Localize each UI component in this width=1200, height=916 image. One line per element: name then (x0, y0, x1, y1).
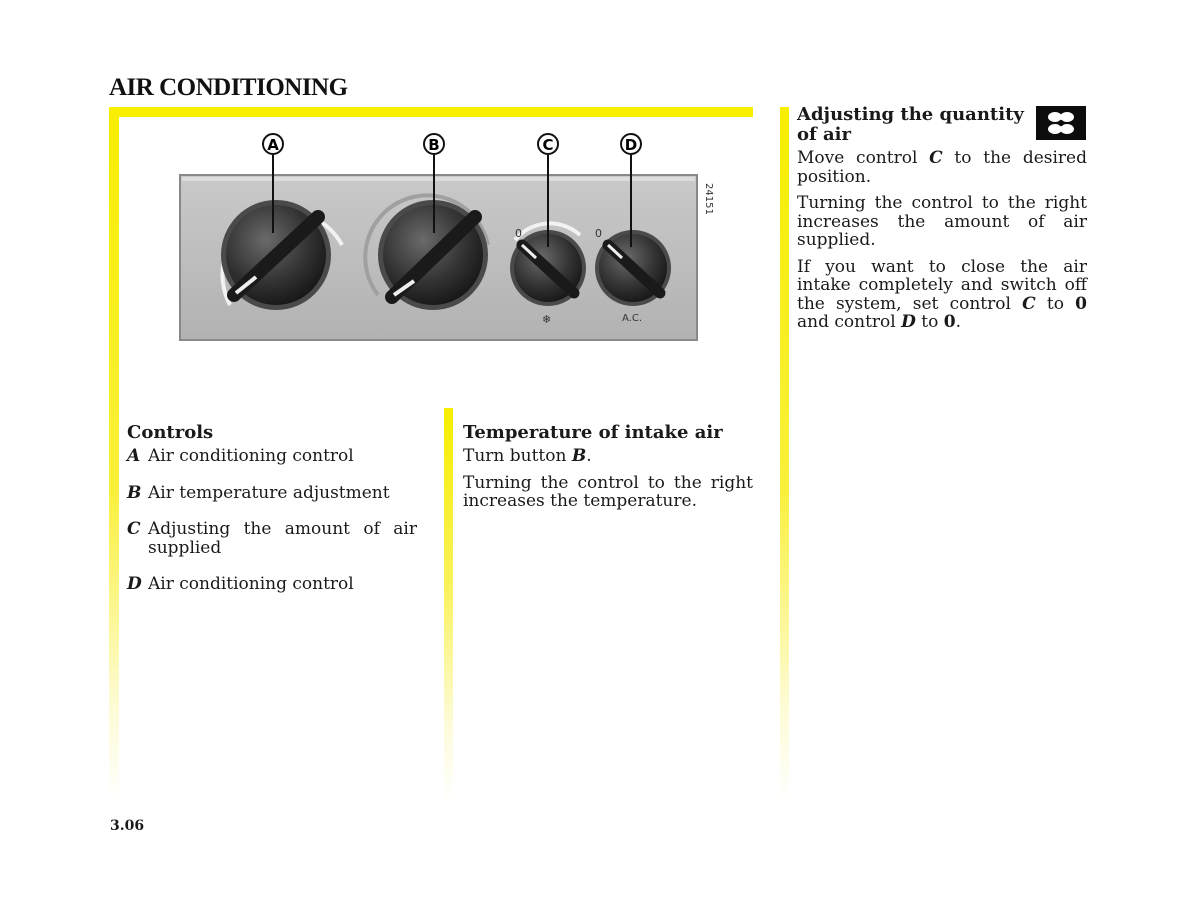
yellow-frame-top (109, 107, 753, 117)
page-number: 3.06 (110, 818, 145, 834)
svg-text:D: D (624, 136, 638, 154)
svg-text:❄: ❄ (542, 313, 552, 326)
air-quantity-section (797, 105, 1087, 340)
fan-icon (1036, 106, 1086, 140)
callout-d (621, 134, 641, 154)
figure-code: 24151 (703, 183, 714, 215)
controls-section (127, 423, 417, 612)
callout-c (538, 134, 558, 154)
svg-text:C: C (542, 136, 554, 154)
page-title: AIR CONDITIONING (109, 74, 348, 101)
temperature-paragraph-1: Turn button B. (463, 446, 592, 466)
svg-text:A: A (267, 136, 279, 154)
controls-heading: Controls (127, 422, 214, 443)
air-quantity-heading: Adjusting the quantity of air (797, 104, 1024, 145)
control-panel-illustration (170, 125, 730, 355)
svg-text:0: 0 (595, 227, 602, 240)
air-quantity-paragraph-3: If you want to close the air intake completely and switch off the system, set control C to 0 and control D to 0. (797, 256, 1087, 332)
air-quantity-paragraph-1: Move control C to the desired position. (797, 148, 1087, 187)
yellow-frame-middle (444, 408, 453, 802)
svg-text:B: B (428, 136, 440, 154)
temperature-heading: Temperature of intake air (463, 422, 723, 443)
air-quantity-paragraph-2: Turning the control to the right increases the amount of air supplied. (797, 193, 1087, 250)
list-item: B Air temperature adjustment (127, 482, 390, 503)
callout-b (424, 134, 444, 154)
knob-d-label: A.C. (622, 313, 643, 324)
yellow-frame-right (780, 107, 789, 802)
temperature-paragraph-2: Turning the control to the right increases the temperature. (463, 472, 753, 511)
callout-a (263, 134, 283, 154)
yellow-frame-left (109, 107, 119, 802)
list-item: C Adjusting the amount of air supplied (127, 519, 417, 558)
temperature-section (463, 423, 753, 519)
list-item: D Air conditioning control (127, 574, 354, 594)
list-item: A Air conditioning control (127, 446, 354, 466)
knob-c-zero: 0 (515, 227, 522, 240)
